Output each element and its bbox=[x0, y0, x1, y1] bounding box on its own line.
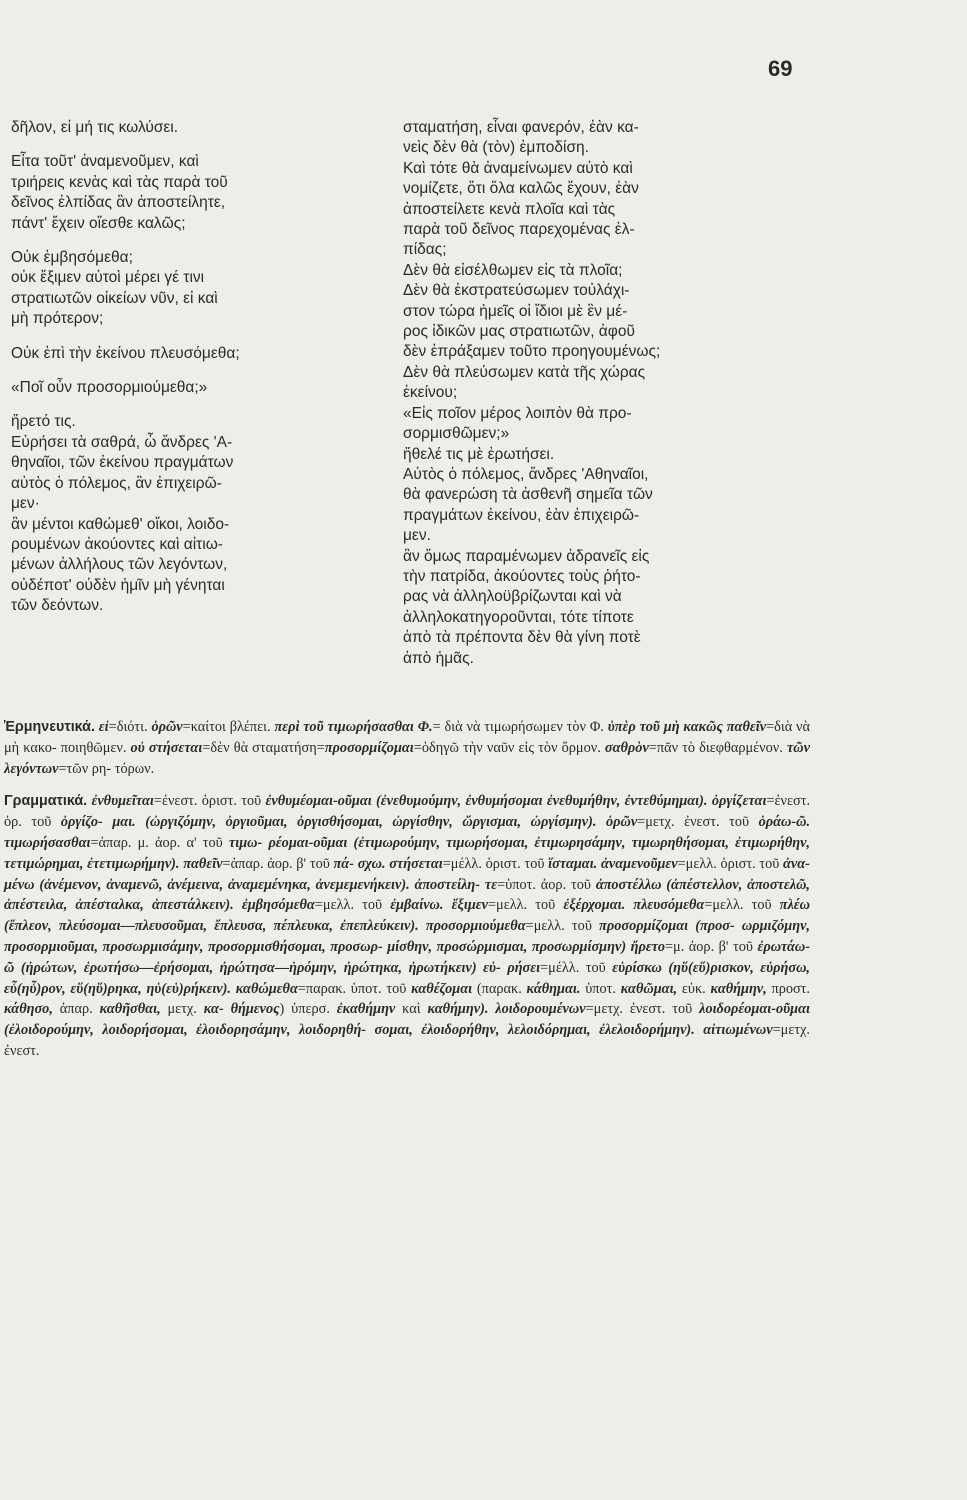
greek-term: ρήσει bbox=[507, 959, 541, 976]
note-text: =μελλ. τοῦ bbox=[314, 897, 391, 914]
greek-term: περὶ τοῦ τιμωρήσασθαι Φ. bbox=[274, 719, 433, 735]
greek-term: τιμω- bbox=[228, 834, 263, 851]
text-line: παρὰ τοῦ δεῖνος παρεχομένας ἐλ- bbox=[403, 221, 635, 239]
text-line: Οὐκ ἐμβησόμεθα; bbox=[11, 249, 133, 267]
text-line: Δὲν θὰ πλεύσωμεν κατὰ τῆς χώρας bbox=[403, 363, 646, 381]
text-line: ἀλληλοκατηγοροῦνται, τότε τίποτε bbox=[403, 608, 634, 626]
note-text: =διὰ νὰ μὴ κακο- bbox=[4, 719, 811, 756]
greek-term: παθεῖν bbox=[183, 855, 223, 872]
left-column bbox=[11, 118, 391, 617]
greek-term: σομαι, ἐλοιδορήθην, λελοιδόρημαι, ἐλελοιδορήμην). αἰτιωμένων bbox=[374, 1022, 773, 1039]
greek-term: ἐνθυμέομαι-οῦμαι (ἐνεθυμούμην, bbox=[265, 793, 462, 810]
text-line: μεν· bbox=[11, 495, 40, 513]
greek-term: ἐξέρχομαι. bbox=[563, 897, 626, 914]
note-text: =μελλ. τοῦ bbox=[487, 897, 564, 914]
note-text: =ὑποτ. ἀορ. τοῦ bbox=[497, 876, 596, 893]
note-text: τόρων. bbox=[114, 760, 155, 777]
greek-term: ἐκαθήμην bbox=[336, 1001, 396, 1018]
greek-term: πλευσόμεθα bbox=[633, 897, 705, 914]
greek-term: ὁράω-ῶ. τιμωρήσασθαι bbox=[4, 814, 811, 851]
greek-term: ὑπὲρ τοῦ μὴ κακῶς παθεῖν bbox=[607, 719, 767, 735]
note-text: ) ὑπερσ. bbox=[279, 1001, 337, 1018]
text-line: δὲν ἐπράξαμεν τοῦτο προηγουμένως; bbox=[403, 343, 661, 361]
greek-term: καθέζομαι bbox=[411, 980, 473, 997]
greek-term: λοιδορέομαι-οῦμαι (ἐλοιδορούμην, λοιδορήσομαι, ἐλοιδορησάμην, λοιδορηθή- bbox=[4, 1001, 810, 1039]
greek-term: εἰ bbox=[98, 719, 109, 735]
text-line: στον τώρα ἡμεῖς οἱ ἴδιοι μὲ ἓν μέ- bbox=[403, 302, 628, 320]
greek-term: καθῶμαι, bbox=[620, 980, 678, 997]
text-line: τὴν πατρίδα, ἀκούοντες τοὺς ῥήτο- bbox=[403, 567, 641, 585]
greek-term: ρέομαι-οῦμαι (ἐτιμωρούμην, τιμωρήσομαι, ἐτιμωρησάμην, τιμωρηθήσομαι, bbox=[268, 834, 729, 851]
greek-term: ωρμιζόμην, προσορμιοῦμαι, προσωρμισάμην, προσορμισθήσομαι, προσωρ- bbox=[4, 918, 810, 955]
note-text: διὰ νὰ τιμωρήσωμεν τὸν Φ. bbox=[444, 719, 608, 735]
grammatika-heading: Γραμματικά. bbox=[4, 793, 88, 810]
greek-term: κα- bbox=[203, 1001, 224, 1018]
paragraph bbox=[11, 152, 391, 234]
text-line: τῶν δεόντων. bbox=[11, 597, 104, 615]
text-line: οὐκ ἔξιμεν αὐτοὶ μέρει γέ τινι bbox=[11, 269, 205, 287]
note-text: (παρακ. bbox=[472, 980, 527, 997]
greek-term: ἀποστέλλω (ἀπέστελλον, ἀποστελῶ, ἀπέστειλα, ἀπέσταλκα, bbox=[4, 876, 810, 914]
text-line: ἂν μέντοι καθώμεθ' οἴκοι, λοιδο- bbox=[11, 515, 230, 533]
note-text: = bbox=[432, 719, 441, 735]
paragraph bbox=[11, 248, 391, 330]
note-text: =τῶν ρη- bbox=[58, 760, 112, 777]
text-line: Δὲν θὰ εἰσέλθωμεν εἰς τὰ πλοῖα; bbox=[403, 261, 623, 279]
note-text: =ὁδηγῶ τὴν bbox=[413, 739, 483, 756]
greek-term: ἐνθυμεῖται bbox=[91, 793, 154, 810]
text-line: πραγμάτων ἐκείνου, ἐὰν ἐπιχειρῶ- bbox=[403, 506, 640, 524]
text-line: δῆλον, εἰ μή τις κωλύσει. bbox=[11, 119, 179, 136]
text-line: στρατιωτῶν οἰκείων νῦν, εἰ καὶ bbox=[11, 289, 218, 307]
hermeneutika-heading: Ἑρμηνευτικά. bbox=[4, 719, 95, 735]
note-text: ποιηθῶμεν. bbox=[60, 739, 131, 756]
note-text: μετχ. bbox=[160, 1001, 204, 1018]
greek-term: ὁρῶν bbox=[605, 814, 638, 831]
text-line: θὰ φανερώση τὰ ἀσθενῆ σημεῖα τῶν bbox=[403, 486, 653, 504]
note-text: =μέλλ. ὁριστ. τοῦ bbox=[442, 855, 549, 872]
note-text: =μετχ. ἐνεστ. τοῦ bbox=[637, 814, 759, 831]
note-text: =μετχ. ἐνεστ. τοῦ bbox=[585, 1001, 693, 1018]
page-number: 69 bbox=[768, 56, 793, 81]
text-line: ἂν ὅμως παραμένωμεν ἀδρανεῖς εἰς bbox=[403, 547, 650, 565]
greek-term: ἐνθυμήσομαι ἐνεθυμήθην, ἐντεθύμημαι). bbox=[465, 793, 712, 810]
text-line: δεῖνος ἐλπίδας ἂν ἀποστείλητε, bbox=[11, 194, 226, 212]
greek-term: πλέω (ἔπλεον, πλεύσομαι—πλευσοῦμαι, ἔπλευσα, bbox=[4, 897, 811, 935]
text-line: τριήρεις κενὰς καὶ τὰς παρὰ τοῦ bbox=[11, 173, 228, 191]
note-text: =μετχ. ἐνεστ. bbox=[4, 1022, 810, 1059]
note-text: εὐκ. bbox=[677, 980, 711, 997]
paragraph bbox=[11, 378, 391, 398]
greek-term: προσορμίζομαι (προσ- bbox=[599, 918, 735, 935]
note-text: προστ. bbox=[766, 980, 811, 997]
text-line: ἤθελέ τις μὲ ἐρωτήσει. bbox=[403, 445, 555, 463]
note-text: =καίτοι βλέπει. bbox=[182, 719, 275, 735]
greek-term: θήμενος bbox=[230, 1001, 280, 1018]
note-text: =μ. ἀορ. β' τοῦ bbox=[664, 938, 758, 955]
grammatika-notes bbox=[4, 791, 810, 1061]
text-line: νομίζετε, ὅτι ὅλα καλῶς ἔχουν, ἐὰν bbox=[403, 180, 639, 198]
text-line: Καὶ τότε θὰ ἀναμείνωμεν αὐτὸ καὶ bbox=[403, 159, 633, 177]
greek-term: κάθησο, bbox=[4, 1001, 53, 1018]
note-text: =μελλ. τοῦ bbox=[704, 897, 780, 914]
text-line: αὐτὸς ὁ πόλεμος, ἂν ἐπιχειρῶ- bbox=[11, 474, 222, 492]
note-text: =μελλ. τοῦ bbox=[525, 918, 600, 935]
text-line: ρας νὰ ἀλληλοϋβρίζωνται καὶ νὰ bbox=[403, 588, 622, 606]
text-line: Εὑρήσει τὰ σαθρά, ὦ ἄνδρες 'Α- bbox=[11, 433, 233, 451]
note-text: =ἀπαρ. ἀορ. β' τοῦ bbox=[222, 855, 334, 872]
text-line: σορμισθῶμεν;» bbox=[403, 425, 510, 443]
greek-term: κάθημαι. bbox=[526, 980, 581, 997]
text-line: νεὶς δὲν θὰ (τὸν) ἐμποδίση. bbox=[403, 139, 589, 157]
greek-term: προσορμίζομαι bbox=[324, 739, 414, 756]
greek-term: μαι. (ὠργιζόμην, ὀργιοῦμαι, ὀργισθήσομαι, ὠργίσθην, ὤργισμαι, ὠργίσμην). bbox=[112, 814, 597, 831]
greek-term: ἀπεστάλκειν). ἐμβησόμεθα bbox=[151, 897, 315, 914]
note-text: ὑποτ. bbox=[585, 980, 621, 997]
text-line: ρουμένων ἀκούοντες καὶ αἰτιω- bbox=[11, 535, 223, 553]
greek-term: σχω. στήσεται bbox=[357, 855, 443, 872]
note-text: =διότι. bbox=[108, 719, 152, 735]
text-line: θηναῖοι, τῶν ἐκείνου πραγμάτων bbox=[11, 454, 234, 472]
paragraph bbox=[11, 412, 391, 616]
greek-term: ὁρῶν bbox=[151, 719, 183, 735]
greek-term: (ἠρώτων, ἐρωτήσω—ἐρήσομαι, ἠρώτησα—ἠρόμην, ἠρώτηκα, ἠρωτήκειν) εὑ- bbox=[20, 959, 501, 976]
note-text: =πᾶν τὸ διεφθαρμένον. bbox=[648, 739, 787, 756]
text-line: «Ποῖ οὖν προσορμιούμεθα;» bbox=[11, 379, 208, 397]
text-line: μεν. bbox=[403, 527, 431, 545]
paragraph bbox=[403, 118, 803, 669]
greek-term: ἐμβαίνω. ἔξιμεν bbox=[390, 897, 488, 914]
text-line: ἐκείνου; bbox=[403, 384, 458, 402]
greek-term: μένω (ἀνέμενον, ἀναμενῶ, ἀνέμεινα, ἀναμεμένηκα, ἀνεμεμενήκειν). ἀποστείλη- bbox=[4, 876, 481, 893]
note-text: ἀπαρ. bbox=[52, 1001, 100, 1018]
greek-term: μίσθην, προσώρμισμαι, προσωρμίσμην) bbox=[387, 938, 631, 955]
note-text: =δὲν θὰ σταματήση= bbox=[202, 739, 325, 756]
note-text: =ἐνεστ. ὁριστ. τοῦ bbox=[153, 793, 266, 810]
greek-term: πά- bbox=[333, 855, 354, 872]
note-text: =παρακ. ὑποτ. τοῦ bbox=[297, 980, 412, 997]
text-line: Αὐτὸς ὁ πόλεμος, ἄνδρες 'Αθηναῖοι, bbox=[403, 465, 649, 483]
greek-term: σαθρὸν bbox=[604, 739, 649, 756]
greek-term: ἤρετο bbox=[630, 938, 665, 955]
greek-term: ὀργίζο- bbox=[60, 814, 103, 831]
greek-term: τε bbox=[484, 876, 498, 893]
greek-term: ἵσταμαι. ἀναμενοῦμεν bbox=[548, 855, 678, 872]
note-text: =μελλ. ὁριστ. τοῦ bbox=[677, 855, 784, 872]
text-line: σταματήση, εἶναι φανερόν, ἐὰν κα- bbox=[403, 119, 639, 136]
text-line: ἤρετό τις. bbox=[11, 413, 76, 431]
text-line: Οὐκ ἐπὶ τὴν ἐκείνου πλευσόμεθα; bbox=[11, 344, 240, 362]
text-line: μὴ πρότερον; bbox=[11, 310, 104, 328]
greek-term: τῶν λεγόντων bbox=[4, 739, 810, 777]
text-line: πίδας; bbox=[403, 241, 447, 259]
greek-term: καθήμην). λοιδορουμένων bbox=[427, 1001, 586, 1018]
note-text: =μέλλ. τοῦ bbox=[540, 959, 613, 976]
note-text: καὶ bbox=[395, 1001, 428, 1018]
text-line: ἀπὸ ἡμᾶς. bbox=[403, 649, 474, 667]
note-text: ναῦν εἰς τὸν ὅρμον. bbox=[486, 739, 605, 756]
greek-term: ἐρωτάω-ῶ bbox=[4, 938, 811, 976]
paragraph bbox=[11, 344, 391, 364]
text-line: ρος ἰδικῶν μας στρατιωτῶν, ἀφοῦ bbox=[403, 323, 635, 341]
paragraph bbox=[11, 118, 391, 138]
note-text: =ἐνεστ. ὁρ. τοῦ bbox=[4, 793, 811, 831]
hermeneutika-notes bbox=[4, 717, 810, 779]
greek-term: ηὑ(εὑ)ρήκειν). καθώμεθα bbox=[146, 980, 298, 997]
greek-term: καθῆσθαι, bbox=[99, 1001, 161, 1018]
text-line: πάντ' ἔχειν οἴεσθε καλῶς; bbox=[11, 214, 186, 232]
text-line: οὐδέποτ' οὐδὲν ἡμῖν μὴ γένηται bbox=[11, 576, 225, 594]
greek-term: εὑρίσκω (ηὕ(εὕ)ρισκον, εὑρήσω, εὗ(ηὗ)ρον, εὕ(ηὕ)ρηκα, bbox=[4, 959, 811, 997]
greek-term: πέπλευκα, ἐπεπλεύκειν). προσορμιούμεθα bbox=[273, 918, 526, 935]
greek-term: οὐ στήσεται bbox=[130, 739, 203, 756]
text-line: Εἶτα τοῦτ' ἀναμενοῦμεν, καὶ bbox=[11, 153, 199, 171]
right-column bbox=[403, 118, 803, 669]
text-line: Δὲν θὰ ἐκστρατεύσωμεν τοὐλάχι- bbox=[403, 282, 630, 300]
text-line: ἀπὸ τὰ πρέποντα δὲν θὰ γίνη ποτὲ bbox=[403, 629, 641, 647]
text-line: «Εἰς ποῖον μέρος λοιπὸν θὰ προ- bbox=[403, 404, 632, 422]
greek-term: ὀργίζεται bbox=[711, 793, 767, 810]
greek-term: ἐτιμωρήθην, τετιμώρημαι, ἐτετιμωρήμην). bbox=[4, 834, 811, 872]
notes-section bbox=[4, 717, 810, 1062]
note-text: =ἀπαρ. μ. ἀορ. α' τοῦ bbox=[90, 834, 229, 851]
text-line: μένων ἀλλήλους τῶν λεγόντων, bbox=[11, 556, 228, 574]
greek-term: καθήμην, bbox=[710, 980, 767, 997]
text-line: ἀποστείλετε κενὰ πλοῖα καὶ τὰς bbox=[403, 200, 616, 218]
greek-term: ἀνα- bbox=[783, 855, 810, 872]
